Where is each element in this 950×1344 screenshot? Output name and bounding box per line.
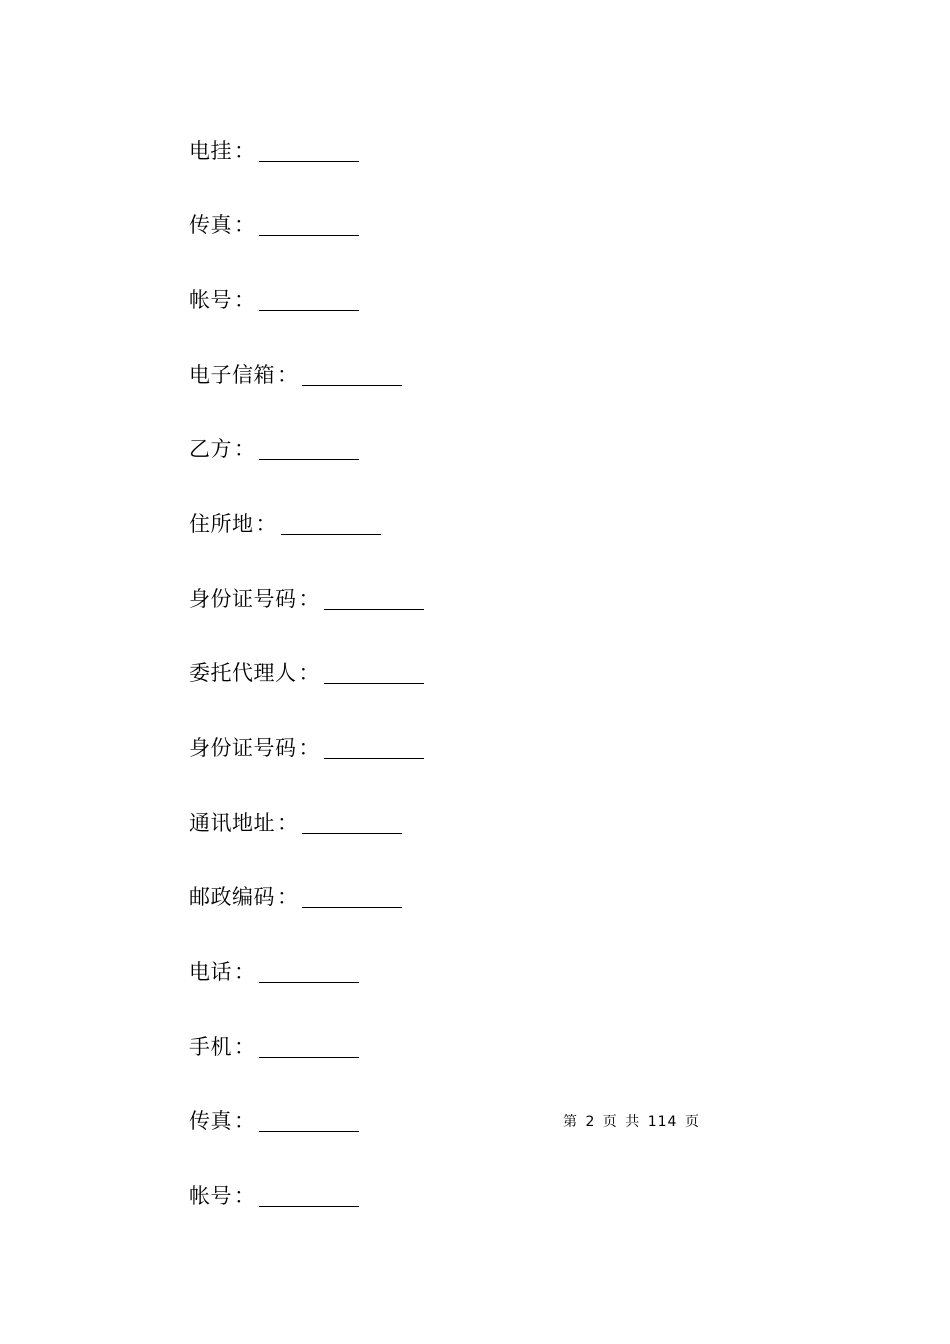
field-label: 帐号 (189, 1184, 232, 1208)
fill-in-blank[interactable] (259, 982, 359, 983)
field-row-fax-2 (189, 1104, 359, 1134)
field-colon: ： (298, 587, 320, 611)
field-colon: ： (277, 811, 298, 835)
fill-in-blank[interactable] (259, 1057, 359, 1058)
field-label: 传真 (189, 1109, 232, 1133)
field-label: 电子信箱 (189, 363, 275, 387)
field-colon: ： (277, 363, 298, 387)
field-row-mobile (189, 1030, 359, 1060)
field-row-account-2 (189, 1179, 359, 1209)
field-row-fax (189, 208, 359, 238)
field-label: 乙方 (189, 437, 232, 461)
field-label: 手机 (189, 1035, 232, 1059)
field-label: 通讯地址 (189, 811, 275, 835)
field-row-phone (189, 955, 359, 985)
field-colon: ： (234, 437, 255, 461)
field-label: 帐号 (189, 288, 232, 312)
field-row-mailing-address (189, 806, 402, 836)
fill-in-blank[interactable] (302, 833, 402, 834)
field-label: 邮政编码 (189, 885, 275, 909)
field-label: 身份证号码 (189, 736, 297, 760)
field-colon: ： (234, 213, 255, 237)
field-colon: ： (234, 960, 255, 984)
field-label: 电挂 (189, 139, 232, 163)
field-row-postal-code (189, 880, 402, 910)
fill-in-blank[interactable] (259, 459, 359, 460)
fill-in-blank[interactable] (259, 161, 359, 162)
field-colon: ： (277, 885, 298, 909)
fill-in-blank[interactable] (302, 907, 402, 908)
field-colon: ： (234, 1109, 255, 1133)
fill-in-blank[interactable] (259, 1206, 359, 1207)
fill-in-blank[interactable] (259, 1131, 359, 1132)
field-colon: ： (234, 1184, 255, 1208)
field-row-id-number (189, 582, 424, 612)
field-colon: ： (234, 139, 255, 163)
field-row-agent-id-number (189, 731, 424, 761)
field-colon: ： (298, 661, 320, 685)
fill-in-blank[interactable] (259, 235, 359, 236)
field-label: 传真 (189, 213, 232, 237)
field-row-party-b (189, 432, 359, 462)
fill-in-blank[interactable] (324, 758, 424, 759)
field-colon: ： (298, 736, 320, 760)
field-label: 住所地 (189, 512, 254, 536)
page-number: 第 2 页 共 114 页 (563, 1114, 700, 1130)
fill-in-blank[interactable] (324, 609, 424, 610)
field-colon: ： (234, 288, 255, 312)
fill-in-blank[interactable] (302, 385, 402, 386)
field-label: 电话 (189, 960, 232, 984)
field-colon: ： (234, 1035, 255, 1059)
field-row-dianggua (189, 134, 359, 164)
field-row-domicile (189, 507, 381, 537)
field-colon: ： (255, 512, 277, 536)
fill-in-blank[interactable] (324, 683, 424, 684)
field-row-agent (189, 656, 424, 686)
field-label: 身份证号码 (189, 587, 297, 611)
field-row-email (189, 358, 402, 388)
fill-in-blank[interactable] (259, 310, 359, 311)
field-label: 委托代理人 (189, 661, 297, 685)
field-row-account (189, 283, 359, 313)
fill-in-blank[interactable] (281, 534, 381, 535)
